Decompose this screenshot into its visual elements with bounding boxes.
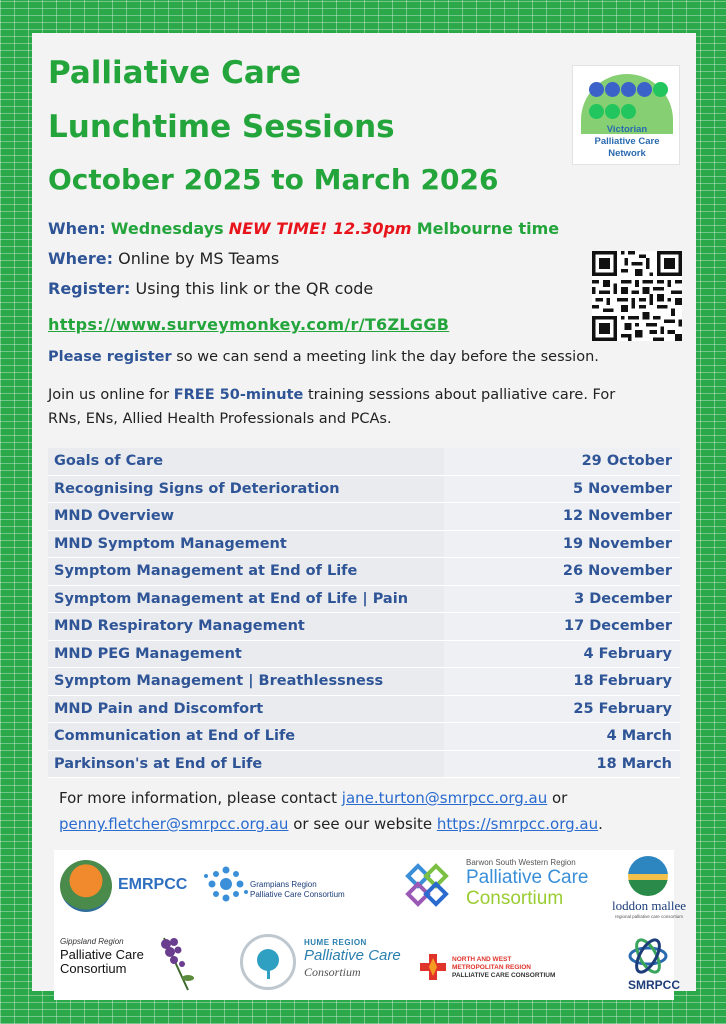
session-date: 3 December xyxy=(574,590,672,607)
session-row xyxy=(48,503,680,531)
session-date: 18 March xyxy=(596,755,672,772)
gippsland-line-1: Gippsland Region xyxy=(60,937,124,946)
session-row xyxy=(48,586,680,614)
grampians-line-1: Grampians Region xyxy=(250,880,317,889)
session-topic: Symptom Management at End of Life xyxy=(54,563,358,580)
when-day: Wednesdays xyxy=(110,219,224,238)
contact-mid: or see our website xyxy=(293,815,433,833)
session-date: 4 February xyxy=(583,645,672,662)
when-line xyxy=(48,219,559,238)
title-line-1: Palliative Care xyxy=(48,55,302,91)
register-label: Register: xyxy=(48,279,131,298)
session-schedule xyxy=(48,448,680,778)
nwmr-text xyxy=(452,956,555,980)
title-line-2: Lunchtime Sessions xyxy=(48,109,395,145)
join-pre: Join us online for xyxy=(48,387,170,403)
vpcn-logo xyxy=(572,65,680,165)
session-topic: Goals of Care xyxy=(54,453,164,470)
when-zone: Melbourne time xyxy=(416,219,560,238)
vpcn-line-3: Network xyxy=(608,148,646,159)
website-link[interactable]: https://smrpcc.org.au xyxy=(436,815,599,833)
session-row xyxy=(48,696,680,724)
contact-or: or xyxy=(552,789,568,807)
session-row xyxy=(48,531,680,559)
where-label: Where: xyxy=(48,249,114,268)
session-topic: Parkinson's at End of Life xyxy=(54,755,263,772)
session-row xyxy=(48,476,680,504)
where-value: Online by MS Teams xyxy=(118,249,280,268)
session-topic: Communication at End of Life xyxy=(54,728,296,745)
register-url-link[interactable]: https://www.surveymonkey.com/r/T6ZLGGB xyxy=(48,315,450,334)
hume-line-3: Consortium xyxy=(304,965,361,979)
smrpcc-atom-icon xyxy=(626,936,670,976)
register-value: Using this link or the QR code xyxy=(135,279,374,298)
grampians-text xyxy=(250,880,345,900)
session-date: 5 November xyxy=(573,480,672,497)
join-free: FREE 50-minute xyxy=(173,387,304,403)
nwmr-line-3: PALLIATIVE CARE CONSORTIUM xyxy=(452,972,556,979)
session-topic: MND Pain and Discomfort xyxy=(54,700,264,717)
when-label: When: xyxy=(48,219,106,238)
session-date: 12 November xyxy=(562,508,672,525)
session-date: 17 December xyxy=(564,618,672,635)
please-register-line xyxy=(48,345,599,369)
qr-code-icon[interactable] xyxy=(592,251,682,341)
consortium-logos xyxy=(54,850,686,1000)
vpcn-line-2: Palliative Care xyxy=(594,136,660,147)
contact-pre: For more information, please contact xyxy=(59,789,337,807)
contact-end: . xyxy=(598,815,603,833)
session-row xyxy=(48,558,680,586)
loddon-text xyxy=(606,898,692,919)
email-link-jane[interactable]: jane.turton@smrpcc.org.au xyxy=(341,789,548,807)
nwmr-line-2: METROPOLITAN REGION xyxy=(452,964,531,971)
register-url-line xyxy=(48,315,449,334)
session-row xyxy=(48,751,680,779)
nwmr-cross-icon xyxy=(420,954,446,980)
title-line-3: October 2025 to March 2026 xyxy=(48,163,499,196)
barwon-line-2: Palliative Care xyxy=(466,867,589,888)
email-link-penny[interactable]: penny.fletcher@smrpcc.org.au xyxy=(59,815,289,833)
session-topic: Recognising Signs of Deterioration xyxy=(54,480,340,497)
session-row xyxy=(48,668,680,696)
emrpcc-emblem-icon xyxy=(60,860,112,912)
barwon-line-3: Consortium xyxy=(466,888,564,909)
barwon-text xyxy=(466,858,616,909)
register-line xyxy=(48,279,373,298)
session-row xyxy=(48,723,680,751)
vpcn-line-1: Victorian xyxy=(606,124,648,135)
emrpcc-name: EMRPCC xyxy=(118,876,188,893)
new-time: NEW TIME! 12.30pm xyxy=(228,219,412,238)
hume-line-2: Palliative Care xyxy=(304,947,401,964)
flyer-panel xyxy=(32,33,696,991)
session-row xyxy=(48,613,680,641)
session-topic: MND Respiratory Management xyxy=(54,618,305,635)
contact-paragraph xyxy=(59,785,603,837)
loddon-line-1: loddon mallee xyxy=(611,898,686,913)
session-topic: Symptom Management | Breathlessness xyxy=(54,673,384,690)
barwon-line-1: Barwon South Western Region xyxy=(466,858,576,867)
nwmr-line-1: NORTH AND WEST xyxy=(452,956,512,963)
join-post: training sessions about palliative care. For xyxy=(307,387,616,403)
session-topic: MND Overview xyxy=(54,508,175,525)
barwon-hearts-icon xyxy=(404,860,460,910)
grampians-flower-icon xyxy=(202,862,250,906)
session-date: 4 March xyxy=(606,728,672,745)
session-topic: Symptom Management at End of Life | Pain xyxy=(54,590,409,607)
join-paragraph xyxy=(48,383,678,431)
loddon-mallee-emblem-icon xyxy=(628,856,668,896)
grampians-line-2: Palliative Care Consortium xyxy=(250,890,345,899)
gippsland-flower-icon xyxy=(154,934,198,994)
session-date: 25 February xyxy=(573,700,672,717)
vpcn-dots-icon xyxy=(589,82,669,126)
hume-text xyxy=(304,938,401,980)
session-date: 26 November xyxy=(562,563,672,580)
gippsland-line-3: Consortium xyxy=(60,961,127,976)
session-topic: MND Symptom Management xyxy=(54,535,287,552)
hume-line-1: HUME REGION xyxy=(304,938,367,947)
gippsland-text xyxy=(60,936,144,976)
join-line-2: RNs, ENs, Allied Health Professionals and PCAs. xyxy=(48,411,392,427)
session-date: 29 October xyxy=(581,453,672,470)
session-date: 18 February xyxy=(573,673,672,690)
session-row xyxy=(48,448,680,476)
loddon-line-2: regional palliative care consortium xyxy=(614,914,684,919)
hume-emblem-icon xyxy=(240,934,296,990)
session-row xyxy=(48,641,680,669)
smrpcc-name: SMRPCC xyxy=(628,978,681,992)
where-line xyxy=(48,249,279,268)
please-register-bold: Please register xyxy=(48,349,172,365)
session-topic: MND PEG Management xyxy=(54,645,242,662)
gippsland-line-2: Palliative Care xyxy=(60,947,144,962)
please-register-rest: so we can send a meeting link the day before the session. xyxy=(176,349,599,365)
session-date: 19 November xyxy=(562,535,672,552)
